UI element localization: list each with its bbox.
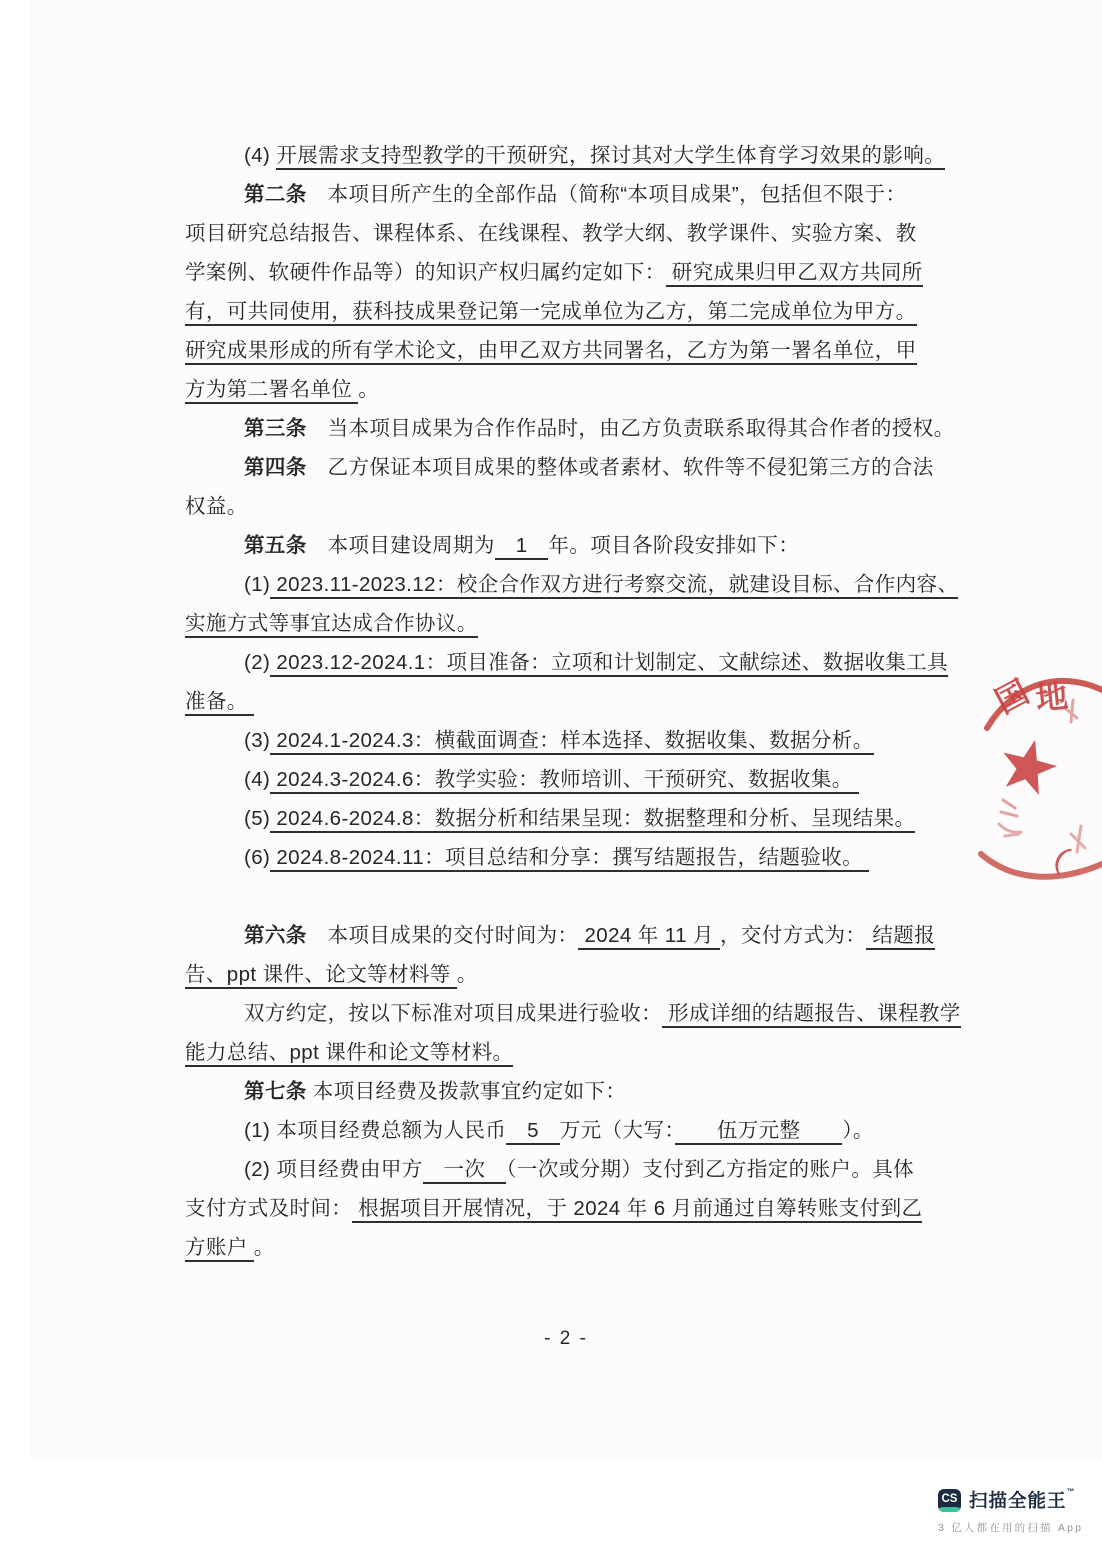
logo-text: CS [941, 1493, 958, 1505]
text-segment: 2024 年 11 月 [578, 924, 720, 950]
document-line [185, 994, 961, 1033]
text-segment: 。 [456, 963, 478, 986]
text-segment: (1) 本项目经费总额为人民币 [244, 1119, 507, 1142]
text-segment: ）。 [842, 1119, 874, 1142]
seal-char: 国 [989, 673, 1035, 721]
text-segment: (4) [244, 768, 271, 791]
text-segment: 有，可共同使用，获科技成果登记第一完成单位为乙方，第二完成单位为甲方。 [185, 300, 917, 326]
text-segment: 形成详细的结题报告、课程教学 [662, 1002, 961, 1028]
document-line [185, 604, 947, 643]
document-line [185, 409, 955, 448]
document-line [185, 955, 947, 994]
document-line [185, 760, 947, 799]
text-segment: 5 [506, 1119, 560, 1145]
camscanner-watermark [938, 1487, 1088, 1535]
text-segment: - 2 - [544, 1328, 588, 1349]
document-line [185, 721, 947, 760]
document-line [185, 565, 959, 604]
document-line [185, 448, 947, 487]
camscanner-logo-icon [938, 1489, 961, 1512]
text-segment: 伍万元整 [675, 1119, 842, 1145]
text-segment: 2023.12-2024.1：项目准备：立项和计划制定、文献综述、数据收集工具 [270, 651, 948, 677]
text-segment: 第六条 [244, 924, 307, 947]
text-segment: 实施方式等事宜达成合作协议。 [185, 612, 478, 638]
text-segment: 项目研究总结报告、课程体系、在线课程、教学大纲、教学课件、实验方案、教 [185, 222, 917, 245]
seal-star [996, 733, 1062, 797]
text-segment: (1) [244, 573, 271, 596]
text-segment: 万元（大写： [559, 1119, 676, 1142]
text-segment: (2) 项目经费由甲方 [244, 1158, 423, 1181]
text-segment: 2024.3-2024.6：教学实验：教师培训、干预研究、数据收集。 [270, 768, 859, 794]
text-segment: 。 [253, 1236, 275, 1259]
text-segment: 1 [495, 534, 549, 560]
text-segment: 年。项目各阶段安排如下： [548, 534, 800, 557]
document-line [185, 838, 947, 877]
document-line [185, 214, 947, 253]
text-segment: 根据项目开展情况，于 2024 年 6 月前通过自筹转账支付到乙 [352, 1197, 922, 1223]
text-segment: 方为第二署名单位 [185, 378, 358, 404]
text-segment: （一次或分期）支付到乙方指定的账户。具体 [506, 1158, 915, 1181]
text-segment: 当本项目成果为合作作品时，由乙方负责联系取得其合作者的授权。 [306, 417, 955, 440]
document-line [185, 643, 947, 682]
text-segment: 第五条 [244, 534, 307, 557]
text-segment: 2024.8-2024.11：项目总结和分享：撰写结题报告，结题验收。 [270, 846, 869, 872]
text-segment: 第七条 [244, 1080, 307, 1103]
text-segment: 研究成果形成的所有学术论文，由甲乙双方共同署名，乙方为第一署名单位，甲 [185, 339, 917, 365]
document-line [185, 253, 947, 292]
document-line [185, 292, 947, 331]
document-body [185, 136, 961, 1358]
text-segment: 本项目成果的交付时间为： [306, 924, 579, 947]
document-line [185, 1111, 947, 1150]
seal-bracket: （ [1031, 836, 1074, 880]
document-line [185, 487, 947, 526]
text-segment: 一次 [423, 1158, 507, 1184]
document-line [185, 370, 947, 409]
document-line [185, 799, 947, 838]
document-line [185, 136, 947, 175]
text-segment: 学案例、软硬件作品等）的知识产权归属约定如下： [185, 261, 666, 284]
document-line [185, 1033, 947, 1072]
text-segment: 准备。 [185, 690, 254, 716]
text-segment: 。 [358, 378, 380, 401]
seal-char: 地 [1033, 677, 1070, 717]
text-segment: 开展需求支持型教学的干预研究，探讨其对大学生体育学习效果的影响。 [276, 144, 945, 170]
text-segment: 乙方保证本项目成果的整体或者素材、软件等不侵犯第三方的合法 [306, 456, 934, 479]
page-number [185, 1319, 947, 1358]
text-segment: 第二条 [244, 183, 307, 206]
document-line [185, 916, 947, 955]
text-segment: 本项目所产生的全部作品（简称“本项目成果”，包括但不限于： [306, 183, 907, 206]
document-line [185, 526, 947, 565]
text-segment: 本项目经费及拨款事宜约定如下： [306, 1080, 627, 1103]
text-segment: 告、ppt 课件、论文等材料等 [185, 963, 457, 989]
document-line [185, 1189, 947, 1228]
text-segment: 研究成果归甲乙双方共同所 [666, 261, 923, 287]
text-segment: 结题报 [866, 924, 935, 950]
text-segment: (2) [244, 651, 271, 674]
brand-tagline: 3 亿人都在用的扫描 App [938, 1522, 1084, 1534]
red-seal-stamp [915, 648, 1102, 898]
text-segment: (3) [244, 729, 271, 752]
trademark-symbol: ™ [1066, 1487, 1076, 1496]
text-segment: 能力总结、ppt 课件和论文等材料。 [185, 1041, 513, 1067]
text-segment: 方账户 [185, 1236, 254, 1262]
text-segment: 权益。 [185, 495, 248, 518]
document-line [185, 1150, 947, 1189]
document-line [185, 1072, 947, 1111]
document-line [185, 682, 947, 721]
text-segment: 本项目建设周期为 [306, 534, 495, 557]
text-segment: (6) [244, 846, 271, 869]
text-segment: 第四条 [244, 456, 307, 479]
text-segment: 2024.6-2024.8：数据分析和结果呈现：数据整理和分析、呈现结果。 [270, 807, 915, 833]
text-segment: 支付方式及时间： [185, 1197, 353, 1220]
text-segment: ，交付方式为： [719, 924, 867, 947]
document-line [185, 1228, 947, 1267]
text-segment: (4) [244, 144, 277, 167]
text-segment: 2024.1-2024.3：横截面调查：样本选择、数据收集、数据分析。 [270, 729, 873, 755]
text-segment: 第三条 [244, 417, 307, 440]
text-segment: 2023.11-2023.12：校企合作双方进行考察交流，就建设目标、合作内容、 [270, 573, 958, 599]
document-line [185, 331, 947, 370]
blank-line [185, 877, 947, 916]
text-segment: (5) [244, 807, 271, 830]
brand-name: 扫描全能王™ [969, 1487, 1076, 1511]
text-segment: 双方约定，按以下标准对项目成果进行验收： [244, 1002, 662, 1025]
document-line [185, 175, 947, 214]
